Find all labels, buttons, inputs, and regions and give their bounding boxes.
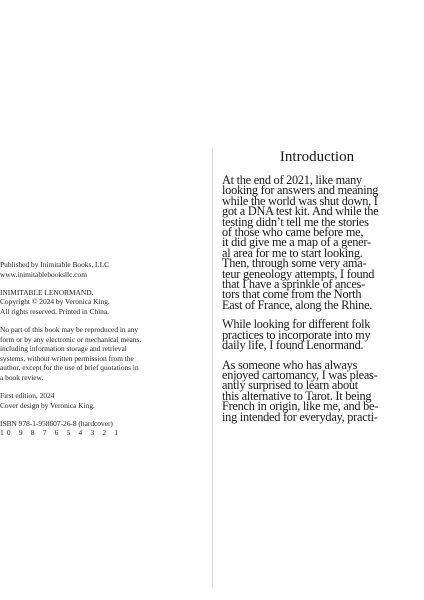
text-line: East of France, along the Rhine. bbox=[222, 297, 373, 312]
permission-line: No part of this book may be reproduced in any bbox=[0, 324, 139, 334]
text-line: it did give me a map of a gener- bbox=[222, 235, 371, 250]
text-line: ing intended for everyday, practi- bbox=[222, 409, 378, 424]
isbn-line: ISBN 978-1-958607-26-8 (hardcover) bbox=[0, 418, 113, 428]
text-line: daily life, I found Lenormand. bbox=[222, 338, 364, 353]
paragraph bbox=[222, 317, 422, 353]
text-line: testing didn’t tell me the stories bbox=[222, 214, 369, 229]
edition-block bbox=[0, 391, 205, 410]
edition-line: First edition, 2024 bbox=[0, 391, 55, 401]
publisher-website: www.inimitablebooksllc.com bbox=[0, 269, 87, 279]
copyright-line: Copyright © 2024 by Veronica King. bbox=[0, 297, 110, 307]
copyright-page bbox=[0, 260, 205, 446]
cover-design-line: Cover design by Veronica King. bbox=[0, 400, 95, 410]
text-line: teur geneology attempts, I found bbox=[222, 266, 375, 281]
permission-line: a book review. bbox=[0, 372, 44, 382]
printing-numbers: 10 9 8 7 6 5 4 3 2 1 bbox=[0, 428, 122, 438]
text-line: looking for answers and meaning bbox=[222, 183, 379, 198]
text-line: this alternative to Tarot. It being bbox=[222, 388, 372, 403]
text-line: tors that come from the North bbox=[222, 287, 362, 302]
paragraph bbox=[222, 175, 422, 310]
page-gutter bbox=[212, 148, 213, 588]
permission-line: form or by any electronic or mechanical means, bbox=[0, 334, 142, 344]
book-title-line: INIMITABLE LENORMAND. bbox=[0, 287, 94, 297]
permission-block bbox=[0, 325, 205, 383]
text-line: While looking for different folk bbox=[222, 317, 371, 332]
chapter-body bbox=[222, 175, 422, 422]
text-line: enjoyed cartomancy, I was pleas- bbox=[222, 367, 378, 382]
chapter-title: Introduction bbox=[279, 149, 355, 165]
permission-line: author, except for the use of brief quotations in bbox=[0, 363, 139, 373]
text-line: of those who came before me, bbox=[222, 225, 364, 240]
text-line: al area for me to start looking. bbox=[222, 245, 363, 260]
text-line: Then, through some very ama- bbox=[222, 256, 367, 271]
text-line: that I have a sprinkle of ances- bbox=[222, 277, 365, 292]
introduction-page bbox=[222, 147, 422, 431]
permission-line: systems, without written permission from the bbox=[0, 353, 134, 363]
publisher-block bbox=[0, 260, 205, 279]
permission-line: including information storage and retrieval bbox=[0, 344, 127, 354]
text-line: while the world was shut down, I bbox=[222, 193, 378, 208]
text-line: As someone who has always bbox=[222, 357, 358, 372]
text-line: practices to incorporate into my bbox=[222, 327, 371, 342]
copyright-block bbox=[0, 288, 205, 317]
text-line: antly surprised to learn about bbox=[222, 378, 358, 393]
text-line: French in origin, like me, and be- bbox=[222, 399, 379, 414]
publisher-name: Published by Inimitable Books, LLC bbox=[0, 260, 110, 269]
paragraph bbox=[222, 357, 422, 424]
isbn-block bbox=[0, 419, 205, 438]
text-line: At the end of 2021, like many bbox=[222, 173, 362, 187]
text-line: got a DNA test kit. And while the bbox=[222, 204, 379, 219]
rights-line: All rights reserved. Printed in China. bbox=[0, 306, 109, 316]
